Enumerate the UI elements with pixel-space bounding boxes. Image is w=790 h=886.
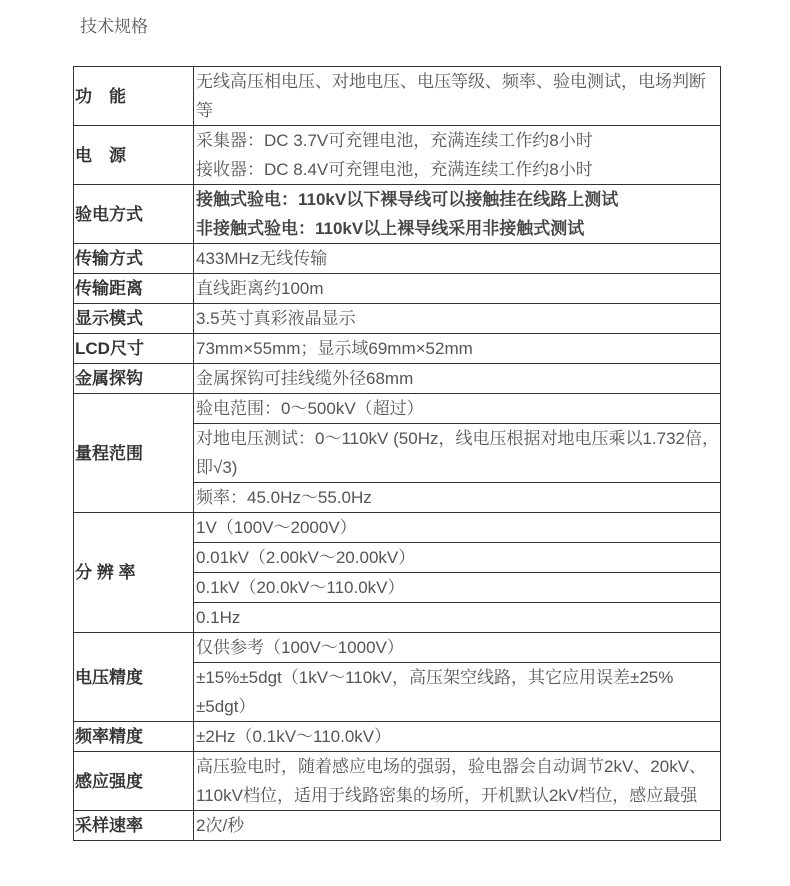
section-title: 技术规格 [80,17,148,36]
spec-value: ±15%±5dgt（1kV～110kV，高压架空线路，其它应用误差±25%±5dgt） [194,663,721,722]
spec-table [73,66,721,841]
spec-value: 3.5英寸真彩液晶显示 [194,304,721,334]
spec-value: ±2Hz（0.1kV～110.0kV） [194,722,721,752]
spec-value: 无线高压相电压、对地电压、电压等级、频率、验电测试，电场判断等 [194,67,721,126]
table-row [74,722,721,752]
table-row [74,304,721,334]
table-row [74,185,721,244]
spec-label: LCD尺寸 [74,334,194,364]
spec-value: 0.01kV（2.00kV～20.00kV） [194,543,721,573]
spec-value: 采集器：DC 3.7V可充锂电池，充满连续工作约8小时 接收器：DC 8.4V可充锂电池，充满连续工作约8小时 [194,126,721,185]
spec-value: 对地电压测试：0～110kV (50Hz，线电压根据对地电压乘以1.732倍，即√3) [194,424,721,483]
spec-label: 功 能 [74,67,194,126]
spec-value: 接触式验电：110kV以下裸导线可以接触挂在线路上测试 非接触式验电：110kV以上裸导线采用非接触式测试 [194,185,721,244]
spec-value: 2次/秒 [194,811,721,841]
spec-value: 金属探钩可挂线缆外径68mm [194,364,721,394]
table-row [74,752,721,811]
table-row [74,364,721,394]
spec-value: 0.1kV（20.0kV～110.0kV） [194,573,721,603]
spec-value: 433MHz无线传输 [194,244,721,274]
spec-label: 电 源 [74,126,194,185]
table-row [74,633,721,663]
spec-value: 仅供参考（100V～1000V） [194,633,721,663]
spec-label: 分 辨 率 [74,513,194,633]
spec-label: 频率精度 [74,722,194,752]
table-row [74,244,721,274]
spec-value: 0.1Hz [194,603,721,633]
spec-value: 验电范围：0～500kV（超过） [194,394,721,424]
spec-label: 电压精度 [74,633,194,722]
table-row [74,274,721,304]
spec-label: 显示模式 [74,304,194,334]
spec-label: 传输距离 [74,274,194,304]
spec-label: 传输方式 [74,244,194,274]
spec-label: 感应强度 [74,752,194,811]
spec-value: 高压验电时，随着感应电场的强弱，验电器会自动调节2kV、20kV、110kV档位，适用于线路密集的场所，开机默认2kV档位，感应最强 [194,752,721,811]
table-row [74,126,721,185]
table-row [74,513,721,543]
table-row [74,811,721,841]
table-row [74,67,721,126]
spec-value: 直线距离约100m [194,274,721,304]
spec-label: 采样速率 [74,811,194,841]
spec-label: 验电方式 [74,185,194,244]
spec-value: 1V（100V～2000V） [194,513,721,543]
spec-label: 金属探钩 [74,364,194,394]
spec-value: 频率：45.0Hz～55.0Hz [194,483,721,513]
spec-value: 73mm×55mm；显示域69mm×52mm [194,334,721,364]
table-row [74,334,721,364]
table-row [74,394,721,424]
spec-label: 量程范围 [74,394,194,513]
